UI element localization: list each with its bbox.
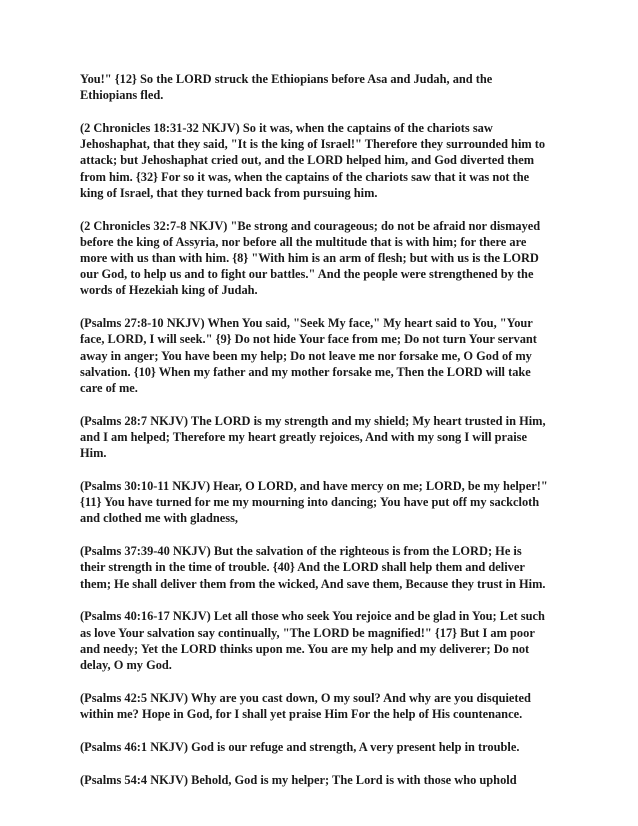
paragraph-psalms-28-7: (Psalms 28:7 NKJV) The LORD is my strength and my shield; My heart trusted in Him, and I am helped; Therefore my heart greatly rejoices, And with my song I will praise Him. (80, 413, 546, 461)
paragraph-2chronicles-18-31: (2 Chronicles 18:31-32 NKJV) So it was, when the captains of the chariots saw Jehoshaphat, that they said, "It is the king of Israel!" Therefore they surrounded him to attack; but Jehoshaphat cried out, and the LORD helped him, and God diverted them from him. {32} For so it was, when the captains of the chariots saw that it was not the king of Israel, that they turned back from pursuing him. (80, 121, 546, 200)
paragraph-2chronicles-32-7: (2 Chronicles 32:7-8 NKJV) "Be strong and courageous; do not be afraid nor dismayed before the king of Assyria, nor before all the multitude that is with him; for there are more with us than with him. {8} "With him is an arm of flesh; but with us is the LORD our God, to help us and to fight our battles." And the people were strengthened by the words of Hezekiah king of Judah. (80, 218, 541, 298)
paragraph-psalms-27-8: (Psalms 27:8-10 NKJV) When You said, "Seek My face," My heart said to You, "Your face, LORD, I will seek." {9} Do not hide Your face from me; Do not turn Your servant away in anger; You have been my help; Do not leave me nor forsake me, O God of my salvation. {10} When my father and my mother forsake me, Then the LORD will take care of me. (80, 316, 537, 396)
paragraph-psalms-40-16: (Psalms 40:16-17 NKJV) Let all those who seek You rejoice and be glad in You; Let such as love Your salvation say continually, "The LORD be magnified!" {17} But I am poor and needy; Yet the LORD thinks upon me. You are my help and my deliverer; Do not delay, O my God. (80, 609, 545, 673)
document-body (80, 71, 548, 788)
paragraph-2chronicles-14-12: You!" {12} So the LORD struck the Ethiopians before Asa and Judah, and the Ethiopians fled. (80, 72, 493, 103)
paragraph-psalms-30-10: (Psalms 30:10-11 NKJV) Hear, O LORD, and have mercy on me; LORD, be my helper!" {11} You have turned for me my mourning into dancing; You have put off my sackcloth and clothed me with gladness, (80, 479, 548, 526)
paragraph-psalms-54-4: (Psalms 54:4 NKJV) Behold, God is my helper; The Lord is with those who uphold (80, 772, 517, 787)
paragraph-psalms-46-1: (Psalms 46:1 NKJV) God is our refuge and strength, A very present help in trouble. (80, 739, 520, 754)
paragraph-psalms-42-5: (Psalms 42:5 NKJV) Why are you cast down, O my soul? And why are you disquieted within me? Hope in God, for I shall yet praise Him For the help of His countenance. (80, 690, 531, 722)
paragraph-psalms-37-39: (Psalms 37:39-40 NKJV) But the salvation of the righteous is from the LORD; He is their strength in the time of trouble. {40} And the LORD shall help them and deliver them; He shall deliver them from the wicked, And save them, Because they trust in Him. (80, 544, 546, 591)
